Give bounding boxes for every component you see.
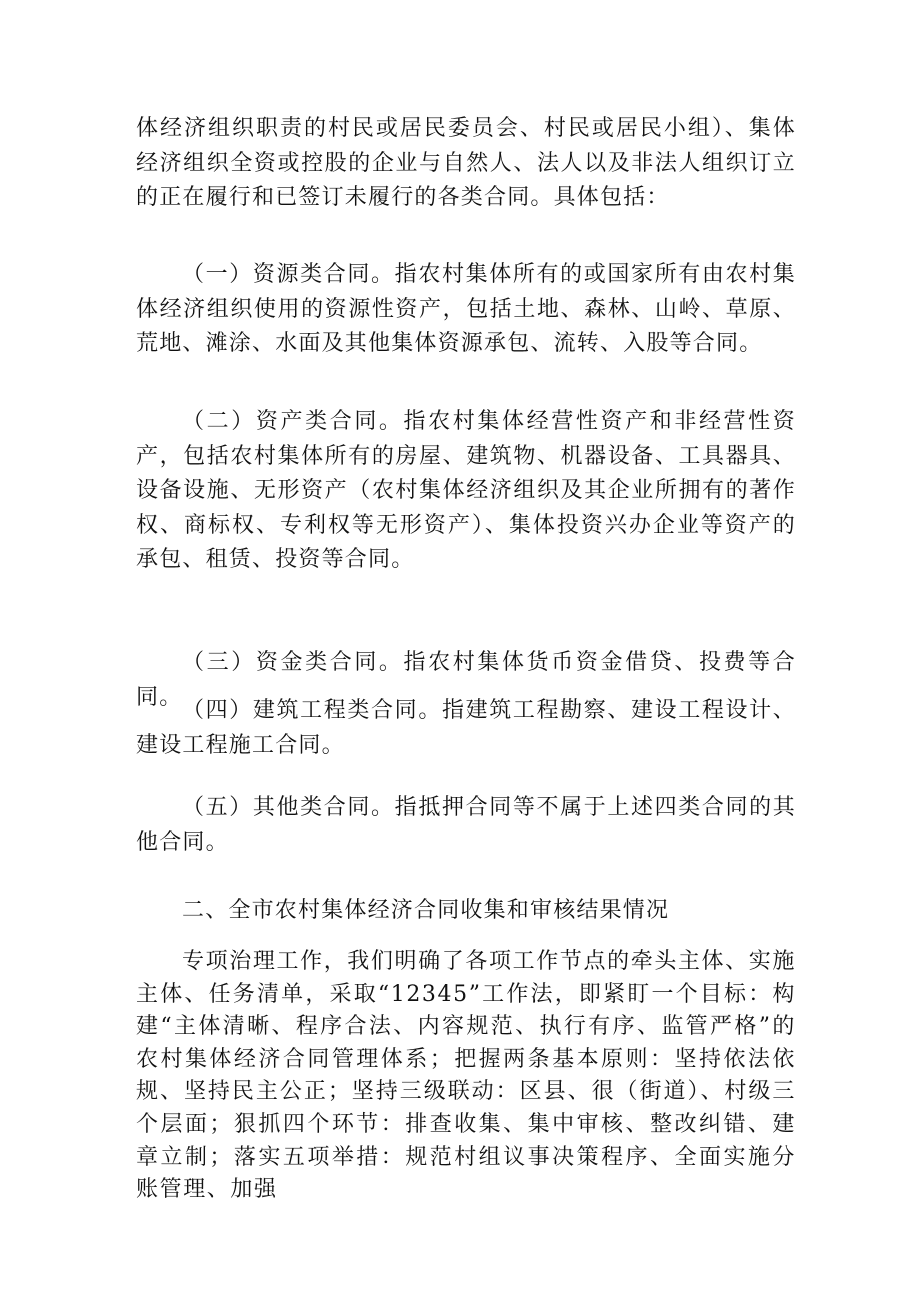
paragraph-scope-continued: 体经济组织职责的村民或居民委员会、村民或居民小组）、集体经济组织全资或控股的企业与自然人、法人以及非法人组织订立的正在履行和已签订未履行的各类合同。具体包括： bbox=[136, 116, 796, 210]
paragraph-governance-work: 专项治理工作，我们明确了各项工作节点的牵头主体、实施主体、任务清单，采取“12345”工作法，即紧盯一个目标：构建“主体清晰、程序合法、内容规范、执行有序、监管严格”的农村集体经济合同管理体系；把握两条基本原则：坚持依法依规、坚持民主公正；坚持三级联动：区县、很（街道）、村级三个层面；狠抓四个环节：排查收集、集中审核、整改纠错、建章立制；落实五项举措：规范村组议事决策程序、全面实施分账管理、加强 bbox=[136, 949, 796, 1203]
paragraph-other-contracts: （五）其他类合同。指抵押合同等不属于上述四类合同的其他合同。 bbox=[136, 795, 796, 855]
section-heading: 二、全市农村集体经济合同收集和审核结果情况 bbox=[182, 898, 670, 923]
paragraph-asset-contracts: （二）资产类合同。指农村集体经营性资产和非经营性资产，包括农村集体所有的房屋、建筑物、机器设备、工具器具、设备设施、无形资产（农村集体经济组织及其企业所拥有的著作权、商标权、专利权等无形资产）、集体投资兴办企业等资产的承包、租赁、投资等合同。 bbox=[136, 409, 796, 572]
paragraph-resource-contracts: （一）资源类合同。指农村集体所有的或国家所有由农村集体经济组织使用的资源性资产，包括土地、森林、山岭、草原、荒地、滩涂、水面及其他集体资源承包、流转、入股等合同。 bbox=[136, 262, 796, 356]
paragraph-construction-contracts: （四）建筑工程类合同。指建筑工程勘察、建设工程设计、建设工程施工合同。 bbox=[136, 698, 796, 758]
paragraph-fund-contracts: （三）资金类合同。指农村集体货币资金借贷、投费等合同。 bbox=[136, 650, 796, 710]
